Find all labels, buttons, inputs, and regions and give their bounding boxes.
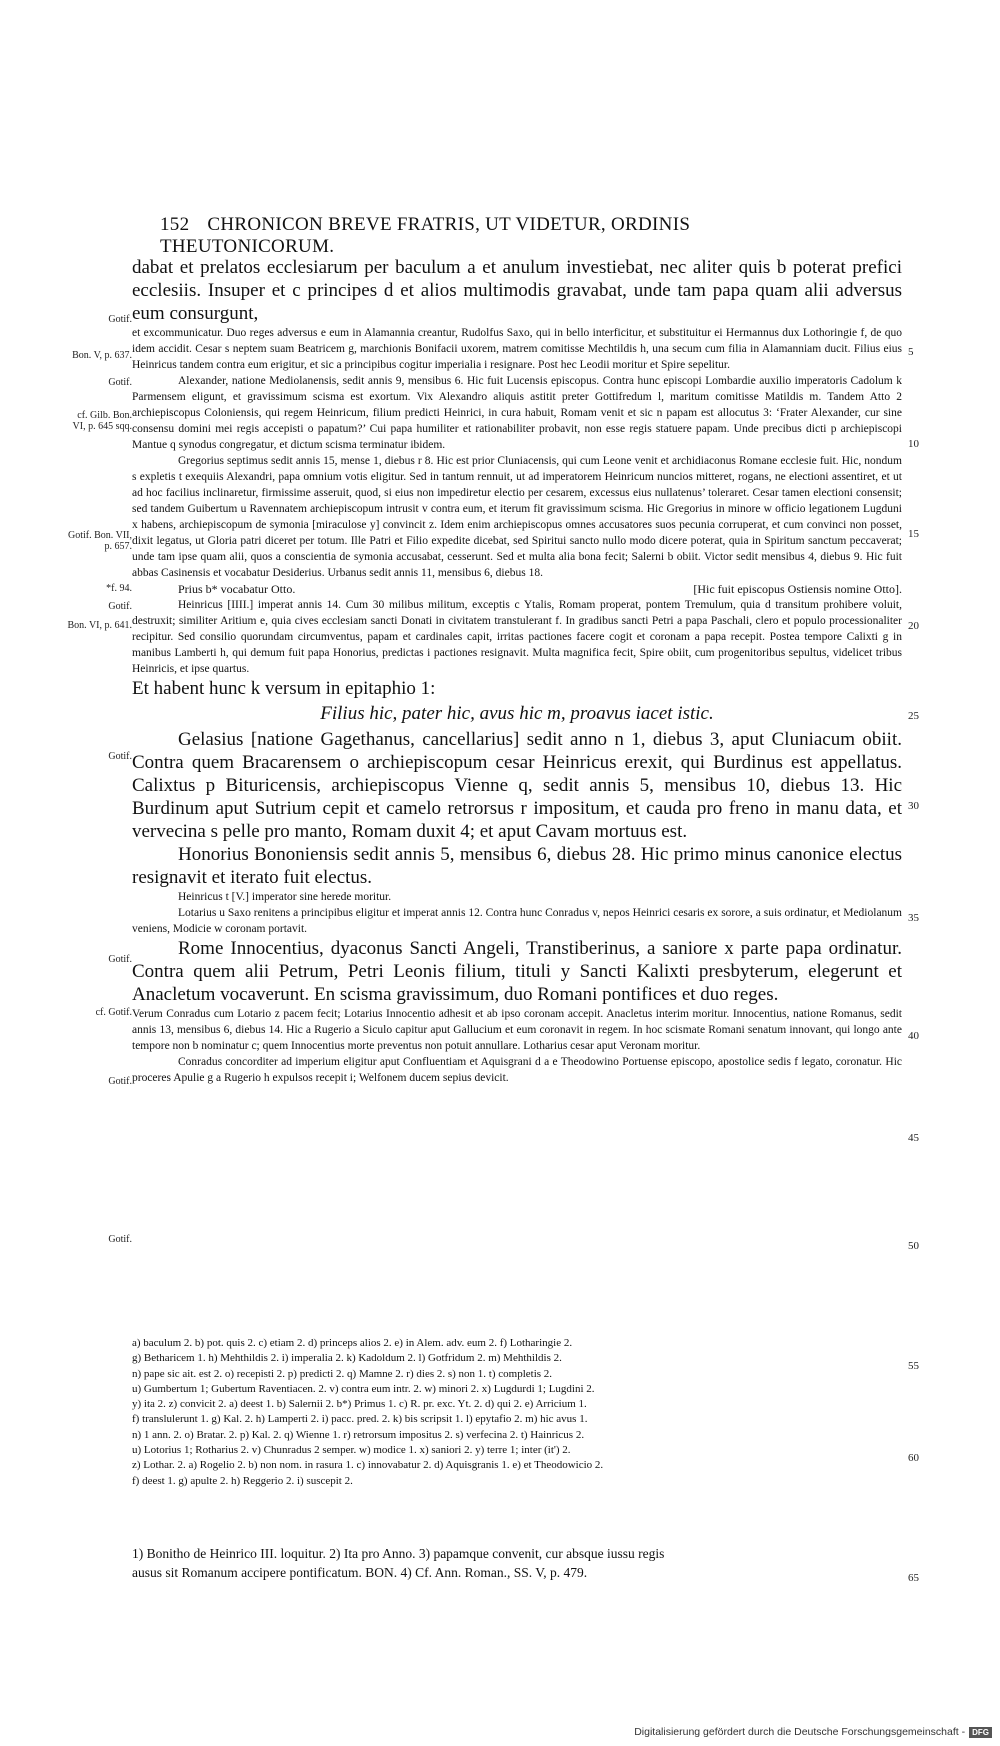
paragraph-heinricus: Heinricus [IIII.] imperat annis 14. Cum 30 milibus militum, exceptis c Ytalis, Romam properat, pontem Tremulum, quia d transitum prohibere voluit, destruxit; similiter Aritium e, quia cives ecclesiam sancti Donati in civitatem transtulerant f. In gradibus sancti Petri a papa Paschali, clero et populo processionaliter recipitur. Sed consilio quorundam circumventus, papam et cardinales capit, irritas pactiones facere cogit et coronam a papa recepit. Postea tempore Calixti g in manibus Lamberti h, qui demum fuit papa Honorius, predictas i pactiones resignavit. Multa magnifica fecit, Spire obiit, cum progenitoribus sepultus, videlicet tribus Heinricis, et ipse quartus. [132, 599, 902, 675]
margin-note: *f. 94. [106, 583, 132, 594]
paragraph-innocentius: Rome Innocentius, dyaconus Sancti Angeli, Transtiberinus, a saniore x parte papa ordinatur. Contra quem alii Petrum, Petri Leonis filium, tituli y Sancti Kalixti presbyterum, elegerunt et Anacletum vocaverunt. En scisma gravissimum, duo Romani pontifices et duo reges. [132, 938, 902, 1005]
margin-note: cf. Gotif. [95, 1007, 132, 1018]
margin-note: Bon. V, p. 637. [72, 350, 132, 361]
otto-row [132, 581, 902, 597]
margin-note: Gotif. [108, 751, 132, 762]
variant-note-line: u) Gumbertum 1; Gubertum Raventiacen. 2. v) contra eum intr. 2. w) minori 2. x) Lugdurdi 1; Lugdini 2. [132, 1382, 595, 1395]
paragraph-honorius: Honorius Bononiensis sedit annis 5, mensibus 6, diebus 28. Hic primo minus canonice electus resignavit et iterato fuit electus. [132, 844, 902, 888]
paragraph-gelasius: Gelasius [natione Gagethanus, cancellarius] sedit anno n 1, diebus 3, aput Cluniacum obiit. Contra quem Bracarensem o archiepiscopum cesar Heinricus erexit, qui Burdinus est appellatus. Calixtus p Bituricensis, archiepiscopus Vienne q, sedit annis 5, mensibus 10, diebus 13. Hic Burdinum aput Sutrium cepit et camelo retrorsus r impositum, et cauda pro freno in manu data, et vervecina s pelle pro manto, Romam duxit 4; et aput Cavam mortuus est. [132, 729, 902, 842]
variant-note-line: n) pape sic ait. est 2. o) recepisti 2. p) predicti 2. q) Mamne 2. r) dies 2. s) non 1. t) completis 2. [132, 1367, 553, 1380]
paragraph-lotarius: Lotarius u Saxo renitens a principibus eligitur et imperat annis 12. Contra hunc Conradus v, nepos Heinrici cesaris ex sorore, a suis ordinatur, et Mediolanum veniens, Modicie w coronam portavit. [132, 907, 902, 935]
main-text [132, 256, 902, 1086]
paragraph-1-small: et excommunicatur. Duo reges adversus e eum in Alamannia creantur, Rudolfus Saxo, qui in bello interficitur, et substituitur ei Hermannus dux Lothoringie f, de quo idem accidit. Cesar s neptem suam Beatricem g, marchionis Bonifacii uxorem, matrem comitisse Mechtildis h, una secum cum filia in Alamanniam ducit. Filius eius Heinricus tandem contra eum erigitur, et sic a principibus cogitur imperialia i resignare. Post hec Leodii moritur et Spire sepelitur. [132, 327, 902, 371]
variant-note-line: g) Betharicem 1. h) Mehthildis 2. i) imperalia 2. k) Kadoldum 2. l) Gotfridum 2. m) Mehthildis 2. [132, 1352, 562, 1365]
variant-notes [132, 1336, 902, 1489]
margin-note: Gotif. [108, 601, 132, 612]
margin-note: Bon. VI, p. 641. [67, 620, 132, 631]
digitization-credit [634, 1726, 992, 1738]
header-title: CHRONICON BREVE FRATRIS, UT VIDETUR, ORDINIS THEUTONICORUM. [160, 214, 691, 257]
footnotes [132, 1544, 902, 1582]
margin-note: Gotif. [108, 1234, 132, 1245]
paragraph-conradus: Conradus concorditer ad imperium eligitur aput Confluentiam et Aquisgrani d a e Theodowino Portuense episcopo, apostolice sedis f legato, coronatur. Hic proceres Apulie g a Rugerio h expulsos recepit i; Welfonem ducem sepius devicit. [132, 1056, 902, 1084]
paragraph-1: dabat et prelatos ecclesiarum per baculum a et anulum investiebat, nec aliter quis b poterat prefici ecclesiis. Insuper et c principes d et alios multimodis gravabat, unde tam papa quam alii adversus eum consurgunt, [132, 257, 902, 324]
paragraph-heinricus-v: Heinricus t [V.] imperator sine herede moritur. [178, 891, 392, 903]
line-number: 25 [908, 710, 919, 722]
line-number: 65 [908, 1572, 919, 1584]
paragraph-innocentius-small: Verum Conradus cum Lotario z pacem fecit; Lotarius Innocentio adhesit et ab ipso coronam accepit. Anacletus interim moritur. Innocentius, natione Romanus, sedit annis 13, mensibus 6, diebus 14. Hic a Rugerio a Siculo capitur aput Gallucium et eum coronavit in regem. In hoc scismate Romani senatum innovant, qui longo ante tempore non b nominatur c; quem Innocentius morte preventus non potuit annullare. Lotharius cesar aput Veronam moritur. [132, 1008, 902, 1052]
paragraph-epitaph: Et habent hunc k versum in epitaphio 1: [132, 678, 436, 699]
line-number: 15 [908, 528, 919, 540]
margin-note: Gotif. [108, 954, 132, 965]
variant-note-line: y) ita 2. z) convicit 2. a) deest 1. b) Salernii 2. b*) Primus 1. c) R. pr. exc. Yt. 2. d) qui 2. e) Arricium 1. [132, 1398, 587, 1411]
footnote-line-2: ausus sit Romanum accipere pontificatum. BON. 4) Cf. Ann. Roman., SS. V, p. 479. [132, 1565, 588, 1580]
margin-note: Gotif. [108, 377, 132, 388]
paragraph-alexander: Alexander, natione Mediolanensis, sedit annis 9, mensibus 6. Hic fuit Lucensis episcopus. Contra hunc episcopi Lombardie auxilio imperatoris Cadolum k Parmensem eligunt, et gravissimum scisma est exortum. Vix Alexandro aliquis astitit preter Gottifredum l, maritum comitisse Matildis m. Tandem Atto 2 archiepiscopus Coloniensis, qui regem Heinricum, filium predicti Heinrici, in cura habuit, Romam venit et sic n papam est allocutus 3: ‘Frater Alexander, cur sine consensu domini mei regis accepisti o papatum?’ Cui papa humiliter et rationabiliter probavit, non esse regis statuere papam. Unde precibus dicti p archiepiscopi Mantue q synodus congregatur, et dictum scisma terminatur ibidem. [132, 375, 902, 451]
otto-right: [Hic fuit episcopus Ostiensis nomine Otto]. [693, 582, 902, 596]
line-number: 45 [908, 1132, 919, 1144]
epitaph-verse: Filius hic, pater hic, avus hic m, proavus iacet istic. [320, 703, 714, 724]
page-number: 152 [160, 214, 190, 235]
variant-note-line: u) Lotorius 1; Rotharius 2. v) Chunradus 2 semper. w) modice 1. x) saniori 2. y) terre 1; inter (it') 2. [132, 1444, 571, 1457]
margin-note: cf. Gilb. Bon. VI, p. 645 sqq. [72, 410, 132, 432]
variant-note-line: z) Lothar. 2. a) Rogelio 2. b) non nom. in rasura 1. c) innovabatur 2. d) Aquisgranis 1. e) et Theodowicio 2. [132, 1459, 604, 1472]
line-number: 35 [908, 912, 919, 924]
otto-left: Prius b* vocabatur Otto. [178, 582, 296, 596]
footnote-line-1: 1) Bonitho de Heinrico III. loquitur. 2) Ita pro Anno. 3) papamque convenit, cur absque iussu regis [132, 1546, 665, 1561]
line-number: 5 [908, 346, 914, 358]
running-header [160, 214, 860, 258]
line-number: 50 [908, 1240, 919, 1252]
variant-note-line: n) 1 ann. 2. o) Bratar. 2. p) Kal. 2. q) Wienne 1. r) retrorsum impositus 2. s) verfecina 2. t) Hainricus 2. [132, 1428, 585, 1441]
line-number: 30 [908, 800, 919, 812]
line-number: 40 [908, 1030, 919, 1042]
variant-note-line: f) deest 1. g) apulte 2. h) Reggerio 2. i) suscepit 2. [132, 1474, 353, 1487]
line-number: 10 [908, 438, 919, 450]
variant-note-line: a) baculum 2. b) pot. quis 2. c) etiam 2. d) princeps alios 2. e) in Alem. adv. eum 2. f) Lotharingie 2. [132, 1337, 573, 1349]
margin-note: Gotif. [108, 1076, 132, 1087]
dfg-logo-icon: DFG [969, 1727, 992, 1738]
credit-text: Digitalisierung gefördert durch die Deutsche Forschungsgemeinschaft - [634, 1726, 966, 1738]
line-number: 55 [908, 1360, 919, 1372]
variant-note-line: f) translulerunt 1. g) Kal. 2. h) Lamperti 2. i) pacc. pred. 2. k) bis scripsit 1. l) epytafio 2. m) hic avus 1. [132, 1413, 588, 1426]
margin-note: Gotif. Bon. VII, p. 657. [68, 530, 132, 552]
margin-note: Gotif. [108, 314, 132, 325]
line-number: 60 [908, 1452, 919, 1464]
line-number: 20 [908, 620, 919, 632]
paragraph-gregorius: Gregorius septimus sedit annis 15, mense 1, diebus r 8. Hic est prior Cluniacensis, qui cum Leone venit et archidiaconus Romane ecclesie fuit. Hic, nondum s expletis t exequiis Alexandri, papa omnium votis eligitur. Sed in tantum rennuit, ut ad imperatorem Heinricum nuncios mitteret, rogans, ne electioni assentiret, et ut ad hoc facilius inclinaretur, firmissime asseruit, quod, si eius non impediretur electio per cesarem, excessus eius nullatenus’ toleraret. Cesar tamen electioni consensit; sed tandem Guibertum u Ravennatem archiepiscopum intrusit v contra eum, et iterum fit gravissimum scisma. Hic Gregorius in minore w officio legationem Lugduni x habens, archiepiscopum de symonia [miraculose y] convincit z. Idem enim archiepiscopus omnes accusatores suos pecunia corruperat, et cum convinci non posset, dixit legatus, ut Gloria patri diceret per totum. Ille Patri et Filio expedite dicebat, sed Spiritui sancto nullo modo dicere poterat, quia in Spiritum sanctum peccaverat; unde tam ipse quam alii, quos a conscientia de symonia accusabat, cesserunt. Sed et multa alia bona fecit; Salerni b obiit. Victor sedit mensibus 4, diebus 9. Hic fuit abbas Casinensis et vocabatur Desiderius. Urbanus sedit annis 11, mensibus 6, diebus 18. [132, 455, 902, 579]
